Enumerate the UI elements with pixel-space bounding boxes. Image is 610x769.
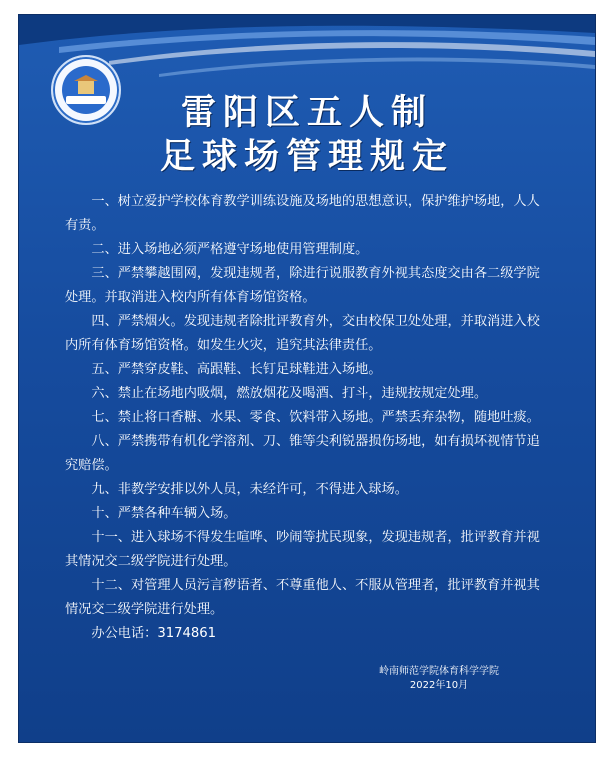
rule-item: 五、严禁穿皮鞋、高跟鞋、长钉足球鞋进入场地。 bbox=[91, 362, 382, 377]
rule-item: 二、进入场地必须严格遵守场地使用管理制度。 bbox=[91, 242, 369, 257]
rules-list bbox=[65, 190, 551, 646]
contact-phone: 办公电话：3174861 bbox=[91, 626, 217, 641]
notice-board bbox=[18, 14, 596, 743]
rule-item: 十二、对管理人员污言秽语者、不尊重他人、不服从管理者，批评教育并视其情况交二级学院进行处理。 bbox=[65, 578, 540, 617]
rule-item: 四、严禁烟火。发现违规者除批评教育外，交由校保卫处处理，并取消进入校内所有体育场馆资格。如发生火灾，追究其法律责任。 bbox=[65, 314, 540, 353]
footer-date: 2022年10月 bbox=[409, 680, 469, 691]
rule-item: 十、严禁各种车辆入场。 bbox=[91, 506, 237, 521]
footer-institution: 岭南师范学院体育科学学院 bbox=[379, 666, 499, 677]
rule-item: 六、禁止在场地内吸烟，燃放烟花及喝酒、打斗，违规按规定处理。 bbox=[91, 386, 488, 401]
rule-item: 七、禁止将口香糖、水果、零食、饮料带入场地。严禁丢弃杂物，随地吐痰。 bbox=[91, 410, 540, 425]
rule-item: 八、严禁携带有机化学溶剂、刀、锥等尖利锐器损伤场地，如有损坏视情节追究赔偿。 bbox=[65, 434, 540, 473]
title-line-1: 雷阳区五人制 bbox=[180, 93, 433, 133]
rule-item: 三、严禁攀越围网，发现违规者，除进行说服教育外视其态度交由各二级学院处理。并取消进入校内所有体育场馆资格。 bbox=[65, 266, 540, 305]
rule-item: 十一、进入球场不得发生喧哗、吵闹等扰民现象，发现违规者，批评教育并视其情况交二级学院进行处理。 bbox=[65, 530, 540, 569]
title-line-2: 足球场管理规定 bbox=[159, 137, 454, 177]
rule-item: 一、树立爱护学校体育教学训练设施及场地的思想意识，保护维护场地，人人有责。 bbox=[65, 194, 540, 233]
rule-item: 九、非教学安排以外人员，未经许可，不得进入球场。 bbox=[91, 482, 408, 497]
